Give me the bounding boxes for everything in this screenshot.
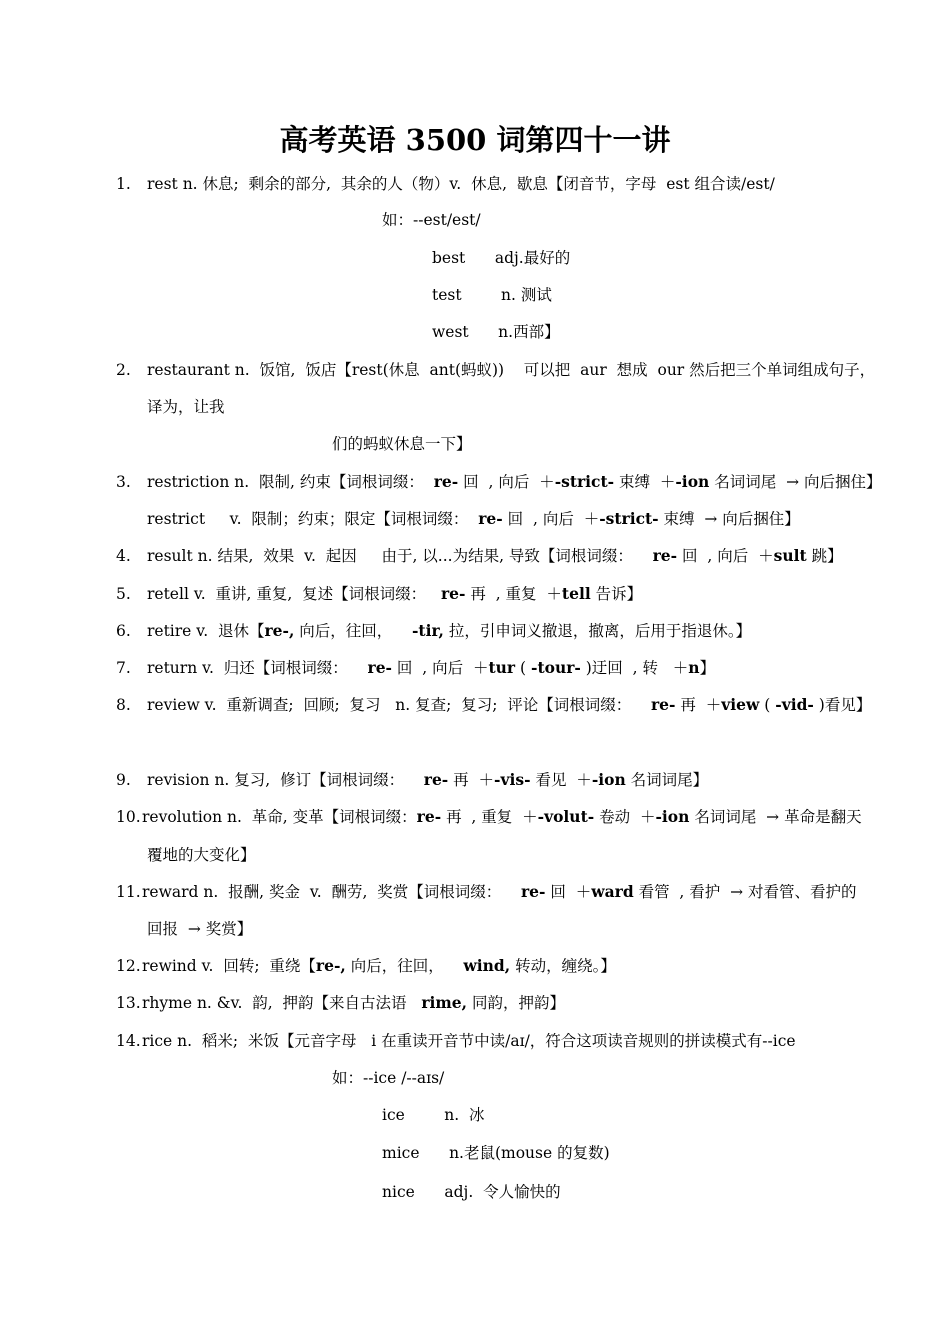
entry-text: ice n. 冰 [382, 1106, 485, 1124]
entry-text: 告诉】 [590, 585, 643, 603]
entry-line [147, 656, 715, 680]
bold-morpheme: re- [423, 770, 449, 789]
item-number: 3. [116, 473, 131, 491]
item-number: 14. [116, 1032, 141, 1050]
page-title: 高考英语 3500 词第四十一讲 [279, 123, 671, 157]
bold-morpheme: re- [478, 509, 503, 528]
item-number: 11. [116, 883, 141, 901]
entry-line [142, 1029, 796, 1053]
entry-line [147, 470, 882, 494]
entry-text: 再 ＋ [675, 696, 722, 714]
entry-text: 看见 ＋ [530, 771, 592, 789]
entry-text: 如：--ice /--aɪs/ [332, 1069, 445, 1087]
bold-morpheme: -strict- [599, 509, 659, 528]
bold-morpheme: -vid- [775, 695, 814, 714]
entry-line [432, 246, 570, 270]
entry-text: mice n.老鼠(mouse 的复数) [382, 1144, 610, 1162]
entry-text: 如：--est/est/ [382, 211, 481, 229]
entry-text: test n. 测试 [432, 286, 552, 304]
entry-text: retell v. 重讲, 重复, 复述【词根词缀： [147, 585, 441, 603]
entry-line [382, 208, 481, 232]
entry-text: 名词词尾 → 向后捆住】 [709, 473, 882, 491]
entry-text: )看见】 [813, 696, 872, 714]
bold-morpheme: rime, [421, 993, 468, 1012]
entry-text: restaurant n. 饭馆, 饭店【rest(休息 ant(蚂蚁)) 可以把 aur 想成 our 然后把三个单词组成句子， [147, 361, 876, 379]
item-number: 2. [116, 361, 131, 379]
entry-text: 同韵，押韵】 [467, 994, 565, 1012]
entry-text: restriction n. 限制, 约束【词根词缀： [147, 473, 434, 491]
bold-morpheme: -ion [655, 807, 690, 826]
bold-morpheme: re- [521, 882, 546, 901]
bold-morpheme: sult [773, 546, 807, 565]
bold-morpheme: re-, [264, 621, 295, 640]
item-number: 13. [116, 994, 141, 1012]
bold-morpheme: tur [488, 658, 516, 677]
item-number: 7. [116, 659, 131, 677]
item-number: 8. [116, 696, 131, 714]
entry-line [147, 395, 225, 419]
entry-text: 回 , 向后 ＋ [458, 473, 555, 491]
entry-line [147, 358, 875, 382]
entry-text: revision n. 复习, 修订【词根词缀： [147, 771, 424, 789]
entry-text: 回报 → 奖赏】 [147, 920, 253, 938]
entry-text: review v. 重新调查; 回顾; 复习 n. 复查; 复习; 评论【词根词缀： [147, 696, 651, 714]
entry-line [142, 954, 616, 978]
bold-morpheme: n [688, 658, 700, 677]
bold-morpheme: re- [440, 584, 466, 603]
entry-text: best adj.最好的 [432, 249, 571, 267]
entry-text: restrict v. 限制；约束；限定【词根词缀： [147, 510, 479, 528]
entry-text: 名词词尾】 [625, 771, 709, 789]
entry-line [147, 843, 256, 867]
entry-line [147, 768, 708, 792]
entry-text: 覆地的大变化】 [147, 846, 256, 864]
entry-text: 转动，缠绕。】 [510, 957, 616, 975]
entry-line [382, 1103, 485, 1127]
entry-text: ( [515, 659, 532, 677]
entry-text: 回 ＋ [545, 883, 592, 901]
bold-morpheme: -volut- [537, 807, 595, 826]
entry-text: revolution n. 革命, 变革【词根词缀： [142, 808, 417, 826]
entry-text: 们的蚂蚁休息一下】 [332, 435, 472, 453]
item-number: 12. [116, 957, 141, 975]
entry-line [432, 283, 552, 307]
bold-morpheme: -tir, [411, 621, 444, 640]
entry-text: 向后，往回， [294, 622, 412, 640]
bold-morpheme: re- [651, 695, 676, 714]
entry-line [382, 1180, 561, 1204]
entry-line [142, 880, 857, 904]
entry-text: ( [759, 696, 776, 714]
entry-text: 卷动 ＋ [594, 808, 656, 826]
entry-text: 回 , 向后 ＋ [502, 510, 600, 528]
entry-line [432, 320, 560, 344]
bold-morpheme: ward [591, 882, 634, 901]
bold-morpheme: -ion [675, 472, 710, 491]
item-number: 1. [116, 175, 131, 193]
bold-morpheme: wind, [463, 956, 511, 975]
entry-text: 向后，往回， [345, 957, 464, 975]
entry-line [147, 544, 843, 568]
entry-text: 看管 , 看护 → 对看管、看护的 [633, 883, 857, 901]
bold-morpheme: re-, [315, 956, 346, 975]
entry-line [142, 991, 565, 1015]
entry-line [142, 805, 862, 829]
entry-line [147, 582, 642, 606]
entry-line [332, 432, 472, 456]
entry-text: rice n. 稻米; 米饭【元音字母 i 在重读开音节中读/aɪ/，符合这项读音规则的拼读模式有--ice [142, 1032, 796, 1050]
entry-text: 回 , 向后 ＋ [677, 547, 774, 565]
entry-line [147, 693, 871, 717]
entry-text: result n. 结果, 效果 v. 起因 由于, 以...为结果, 导致【词根词缀： [147, 547, 653, 565]
item-number: 6. [116, 622, 131, 640]
entry-line [332, 1066, 444, 1090]
entry-text: return v. 归还【词根词缀： [147, 659, 368, 677]
item-number: 5. [116, 585, 131, 603]
bold-morpheme: re- [433, 472, 459, 491]
entry-text: 再 ＋ [448, 771, 495, 789]
entry-text: 再 , 重复 ＋ [465, 585, 562, 603]
bold-morpheme: -strict- [554, 472, 615, 491]
entry-line [382, 1141, 610, 1165]
entry-text: 跳】 [806, 547, 843, 565]
bold-morpheme: view [721, 695, 760, 714]
entry-line [147, 619, 751, 643]
entry-text: rewind v. 回转; 重绕【 [142, 957, 316, 975]
entry-text: rest n. 休息; 剩余的部分, 其余的人（物）v. 休息, 歇息【闭音节，字母 est 组合读/est/ [147, 175, 775, 193]
item-number: 4. [116, 547, 131, 565]
bold-morpheme: -vis- [494, 770, 531, 789]
entry-text: 】 [699, 659, 716, 677]
entry-text: 束缚 → 向后捆住】 [658, 510, 800, 528]
bold-morpheme: re- [416, 807, 442, 826]
entry-text: 束缚 ＋ [614, 473, 676, 491]
entry-text: west n.西部】 [432, 323, 560, 341]
entry-line [147, 507, 800, 531]
entry-text: 译为，让我 [147, 398, 225, 416]
entry-text: retire v. 退休【 [147, 622, 265, 640]
entry-text: nice adj. 令人愉快的 [382, 1183, 561, 1201]
entry-text: 名词词尾 → 革命是翻天 [689, 808, 862, 826]
entry-text: rhyme n. &v. 韵, 押韵【来自古法语 [142, 994, 422, 1012]
entry-text: reward n. 报酬, 奖金 v. 酬劳, 奖赏【词根词缀： [142, 883, 522, 901]
bold-morpheme: tell [561, 584, 591, 603]
bold-morpheme: re- [652, 546, 678, 565]
bold-morpheme: -ion [591, 770, 626, 789]
entry-text: 拉，引申词义撤退，撤离，后用于指退休。】 [443, 622, 752, 640]
entry-text: 回 , 向后 ＋ [392, 659, 489, 677]
bold-morpheme: re- [367, 658, 392, 677]
entry-text: )迂回 , 转 ＋ [580, 659, 689, 677]
item-number: 10. [116, 808, 141, 826]
entry-line [147, 917, 252, 941]
entry-line [147, 172, 775, 196]
item-number: 9. [116, 771, 131, 789]
bold-morpheme: -tour- [531, 658, 581, 677]
entry-text: 再 , 重复 ＋ [441, 808, 538, 826]
